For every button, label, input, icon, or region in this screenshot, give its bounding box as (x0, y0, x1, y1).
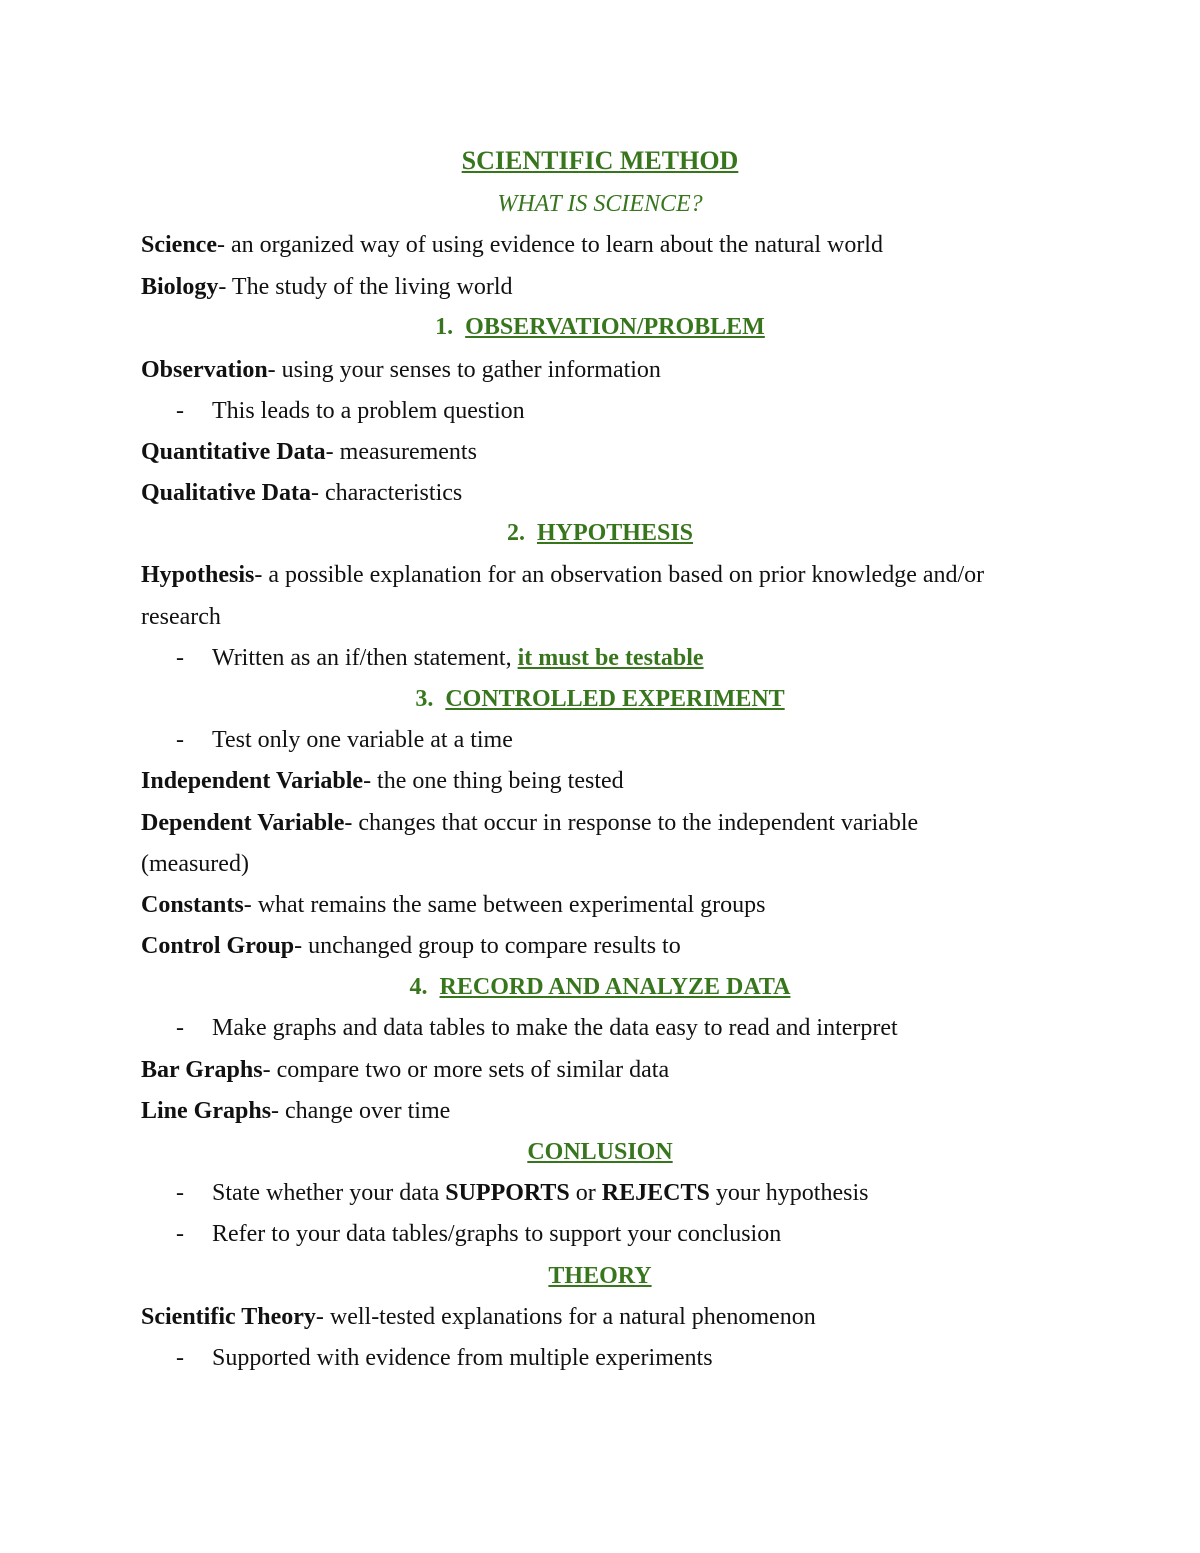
definition-dependent (0, 808, 1200, 838)
definition-scientific-theory (0, 1302, 1200, 1332)
section-number-4: 4. (409, 974, 428, 1000)
term-science: Science (141, 232, 217, 258)
bullet-dash: - (176, 398, 184, 424)
emphasis-rejects: REJECTS (601, 1180, 710, 1206)
definition-constants (0, 890, 1200, 920)
subtitle-line (0, 189, 1200, 219)
bullet-text: Refer to your data tables/graphs to support your conclusion (212, 1221, 782, 1247)
definition-hypothesis (0, 560, 1200, 590)
def-biology: - The study of the living world (218, 274, 513, 300)
term-constants: Constants (141, 892, 244, 918)
bullet-text: Test only one variable at a time (212, 727, 513, 753)
term-qualitative: Qualitative Data (141, 480, 311, 506)
def-hypothesis-cont: research (141, 604, 221, 630)
page-subtitle: WHAT IS SCIENCE? (497, 191, 703, 217)
bullet-dash: - (176, 727, 184, 753)
def-hypothesis: - a possible explanation for an observation based on prior knowledge and/or (254, 562, 985, 588)
bullet-text: your hypothesis (709, 1180, 869, 1206)
page-title-line (0, 146, 1200, 177)
def-constants: - what remains the same between experimental groups (243, 892, 766, 918)
section-heading-4 (0, 972, 1200, 1002)
term-observation: Observation (141, 357, 268, 383)
def-scientific-theory: - well-tested explanations for a natural phenomenon (315, 1304, 816, 1330)
term-line-graphs: Line Graphs (141, 1098, 272, 1124)
bullet-dash: - (176, 645, 184, 671)
bullet-onevar (0, 725, 1200, 755)
term-biology: Biology (141, 274, 219, 300)
term-control: Control Group (141, 933, 295, 959)
emphasis-testable: it must be testable (517, 645, 704, 671)
def-quantitative: - measurements (325, 439, 477, 465)
definition-dependent-cont (0, 849, 1200, 879)
definition-biology (0, 272, 1200, 302)
conclusion-heading: CONLUSION (527, 1139, 673, 1165)
bullet-state (0, 1178, 1200, 1208)
bullet-text: Written as an if/then statement, (212, 645, 518, 671)
term-hypothesis: Hypothesis (141, 562, 255, 588)
definition-independent (0, 766, 1200, 796)
def-control: - unchanged group to compare results to (294, 933, 681, 959)
section-title-1: OBSERVATION/PROBLEM (465, 314, 765, 340)
section-title-4: RECORD AND ANALYZE DATA (439, 974, 791, 1000)
bullet-text: or (569, 1180, 602, 1206)
section-heading-2 (0, 518, 1200, 548)
definition-hypothesis-cont (0, 602, 1200, 632)
term-quantitative: Quantitative Data (141, 439, 326, 465)
section-number-3: 3. (415, 686, 434, 712)
definition-bar-graphs (0, 1055, 1200, 1085)
bullet-problem (0, 396, 1200, 426)
section-title-3: CONTROLLED EXPERIMENT (445, 686, 785, 712)
bullet-refer (0, 1219, 1200, 1249)
section-number-2: 2. (506, 520, 525, 546)
bullet-dash: - (176, 1015, 184, 1041)
def-dependent-cont: (measured) (141, 851, 249, 877)
term-scientific-theory: Scientific Theory (141, 1304, 316, 1330)
bullet-text: This leads to a problem question (212, 398, 525, 424)
bullet-ifthen (0, 643, 1200, 673)
bullet-dash: - (176, 1345, 184, 1371)
definition-observation (0, 355, 1200, 385)
def-bar-graphs: - compare two or more sets of similar data (262, 1057, 670, 1083)
section-heading-1 (0, 312, 1200, 342)
definition-line-graphs (0, 1096, 1200, 1126)
definition-science (0, 230, 1200, 260)
bullet-supported (0, 1343, 1200, 1373)
theory-heading-line (0, 1261, 1200, 1291)
section-heading-3 (0, 684, 1200, 714)
term-dependent: Dependent Variable (141, 810, 345, 836)
theory-heading: THEORY (548, 1263, 652, 1289)
bullet-text: Make graphs and data tables to make the data easy to read and interpret (212, 1015, 898, 1041)
def-dependent: - changes that occur in response to the independent variable (344, 810, 919, 836)
term-independent: Independent Variable (141, 768, 364, 794)
def-qualitative: - characteristics (310, 480, 463, 506)
emphasis-supports: SUPPORTS (445, 1180, 570, 1206)
section-title-2: HYPOTHESIS (536, 520, 694, 546)
conclusion-heading-line (0, 1137, 1200, 1167)
def-line-graphs: - change over time (271, 1098, 451, 1124)
bullet-text: State whether your data (212, 1180, 446, 1206)
definition-control (0, 931, 1200, 961)
bullet-dash: - (176, 1180, 184, 1206)
def-science: - an organized way of using evidence to learn about the natural world (216, 232, 883, 258)
bullet-graphs (0, 1013, 1200, 1043)
definition-quantitative (0, 437, 1200, 467)
page-title: SCIENTIFIC METHOD (461, 146, 739, 175)
def-independent: - the one thing being tested (363, 768, 624, 794)
definition-qualitative (0, 478, 1200, 508)
bullet-text: Supported with evidence from multiple experiments (212, 1345, 713, 1371)
bullet-dash: - (176, 1221, 184, 1247)
section-number-1: 1. (435, 314, 454, 340)
term-bar-graphs: Bar Graphs (141, 1057, 263, 1083)
def-observation: - using your senses to gather information (267, 357, 661, 383)
